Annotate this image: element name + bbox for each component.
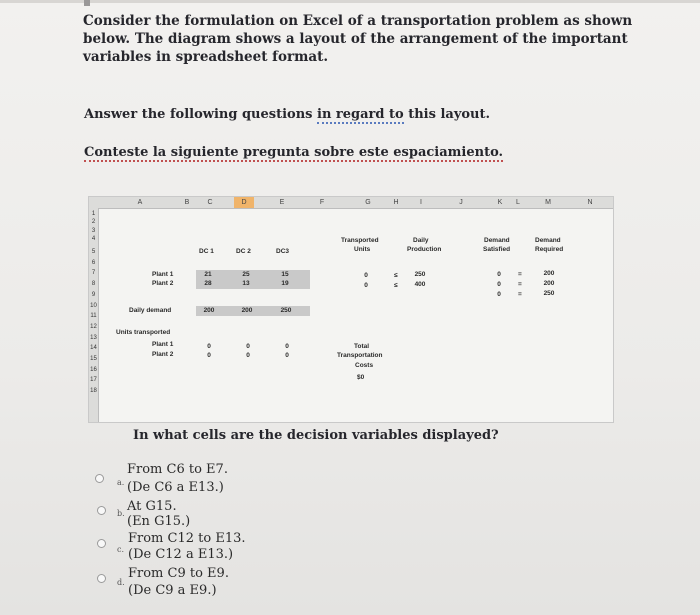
question-intro: Consider the formulation on Excel of a transportation problem as shown below. The diagram shows a layout of the arrangement of the important variables in spreadsheet format. — [83, 13, 633, 65]
units-header: Units — [354, 246, 371, 253]
required-cell: 200 — [543, 270, 555, 277]
row-header: 11 — [90, 313, 97, 319]
units-cell: 0 — [207, 352, 211, 359]
col-header-k: K — [497, 199, 503, 206]
col-header-c: C — [207, 199, 213, 206]
units-cell: 0 — [207, 343, 211, 350]
demand-satisfied-header: Demand — [484, 237, 510, 244]
col-header-i: I — [420, 199, 422, 206]
option-d-letter: d. — [117, 578, 125, 587]
answer-dotted: in regard to — [317, 107, 404, 122]
dc1-header: DC 1 — [199, 248, 214, 255]
total-label: Total — [354, 343, 370, 350]
row-header: 13 — [90, 335, 97, 341]
row-header: 9 — [91, 292, 96, 298]
col-header-f: F — [319, 199, 325, 206]
corner-marker — [84, 0, 90, 6]
satisfied-cell: 0 — [497, 271, 501, 278]
eq-sign: = — [518, 291, 522, 298]
row-header: 3 — [91, 228, 96, 234]
cost-cell: 19 — [281, 280, 289, 287]
row-header: 4 — [91, 236, 96, 242]
option-c-radio[interactable] — [97, 539, 106, 548]
required-cell: 250 — [543, 290, 555, 297]
option-b-letter: b. — [117, 509, 125, 518]
row-header: 15 — [90, 356, 97, 362]
col-header-g: G — [365, 199, 371, 206]
row-header: 16 — [90, 367, 97, 373]
units-cell: 0 — [246, 352, 250, 359]
units-transported-label: Units transported — [116, 329, 171, 336]
transported-header: Transported — [341, 237, 379, 244]
col-header-d: D — [234, 197, 254, 208]
row-header: 2 — [91, 219, 96, 225]
question-text: In what cells are the decision variables displayed? — [133, 428, 499, 443]
option-b-radio[interactable] — [97, 506, 106, 515]
conteste-text: Conteste la siguiente pregunta sobre este espaciamiento. — [84, 145, 504, 160]
units-cell: 0 — [285, 343, 289, 350]
col-header-m: M — [545, 199, 551, 206]
row-header: 5 — [91, 249, 96, 255]
required-header: Required — [535, 246, 564, 253]
col-header-l: L — [516, 199, 520, 206]
row-header: 6 — [91, 260, 96, 266]
plant1-label: Plant 1 — [152, 271, 174, 278]
units-cell: 0 — [285, 352, 289, 359]
transportation-label: Transportation — [337, 352, 383, 359]
option-c-line1: From C12 to E13. — [128, 531, 246, 546]
col-header-a: A — [137, 199, 143, 206]
col-header-j: J — [459, 199, 463, 206]
satisfied-header: Satisfied — [483, 246, 511, 253]
column-headers — [89, 197, 613, 209]
dc2-header: DC 2 — [236, 248, 251, 255]
answer-suffix: this layout. — [403, 107, 491, 122]
plant1-units-label: Plant 1 — [152, 341, 174, 348]
conteste-instruction — [84, 145, 503, 160]
dc3-header: DC3 — [276, 248, 290, 255]
option-d-radio[interactable] — [97, 574, 106, 583]
option-d-line2: (De C9 a E9.) — [128, 583, 217, 598]
option-b-line2: (En G15.) — [127, 514, 191, 529]
cost-cell: 28 — [204, 280, 212, 287]
row-header: 18 — [90, 388, 97, 394]
costs-label: Costs — [355, 362, 374, 369]
plant2-units-label: Plant 2 — [152, 351, 174, 358]
daily-header: Daily — [413, 237, 429, 244]
daily-demand-label: Daily demand — [129, 307, 172, 314]
plant2-label: Plant 2 — [152, 280, 174, 287]
cost-cell: 25 — [242, 271, 250, 278]
option-a-letter: a. — [117, 478, 125, 487]
option-c-letter: c. — [117, 545, 125, 554]
demand-required-header: Demand — [535, 237, 561, 244]
row-header: 1 — [91, 211, 96, 217]
row-header: 8 — [91, 281, 96, 287]
production-cell: 250 — [414, 271, 426, 278]
row-header: 17 — [90, 377, 97, 383]
leq-sign: ≤ — [394, 282, 398, 289]
production-cell: 400 — [414, 281, 426, 288]
satisfied-cell: 0 — [497, 291, 501, 298]
top-edge — [0, 0, 700, 3]
production-header: Production — [407, 246, 442, 253]
demand-cell: 200 — [241, 307, 253, 314]
col-header-h: H — [393, 199, 399, 206]
transported-cell: 0 — [364, 282, 368, 289]
satisfied-cell: 0 — [497, 281, 501, 288]
option-a-line1: From C6 to E7. — [127, 462, 228, 477]
row-header: 10 — [90, 303, 97, 309]
option-a-radio[interactable] — [95, 474, 104, 483]
demand-cell: 250 — [280, 307, 292, 314]
cost-cell: 13 — [242, 280, 250, 287]
demand-cell: 200 — [203, 307, 215, 314]
required-cell: 200 — [543, 280, 555, 287]
col-header-b: B — [184, 199, 190, 206]
option-b-line1: At G15. — [127, 499, 177, 514]
col-header-e: E — [279, 199, 285, 206]
spreadsheet-layout — [88, 196, 614, 423]
option-a-line2: (De C6 a E13.) — [127, 480, 224, 495]
col-header-n: N — [587, 199, 593, 206]
transported-cell: 0 — [364, 272, 368, 279]
cost-cell: 21 — [204, 271, 212, 278]
eq-sign: = — [518, 281, 522, 288]
leq-sign: ≤ — [394, 272, 398, 279]
eq-sign: = — [518, 271, 522, 278]
row-headers — [89, 208, 99, 422]
row-header: 7 — [91, 270, 96, 276]
answer-instruction — [84, 107, 490, 122]
cost-cell: 15 — [281, 271, 289, 278]
option-d-line1: From C9 to E9. — [128, 566, 229, 581]
row-header: 12 — [90, 324, 97, 330]
total-cost-value: $0 — [357, 374, 365, 381]
row-header: 14 — [90, 345, 97, 351]
units-cell: 0 — [246, 343, 250, 350]
answer-prefix: Answer the following questions — [84, 107, 317, 122]
option-c-line2: (De C12 a E13.) — [128, 547, 234, 562]
